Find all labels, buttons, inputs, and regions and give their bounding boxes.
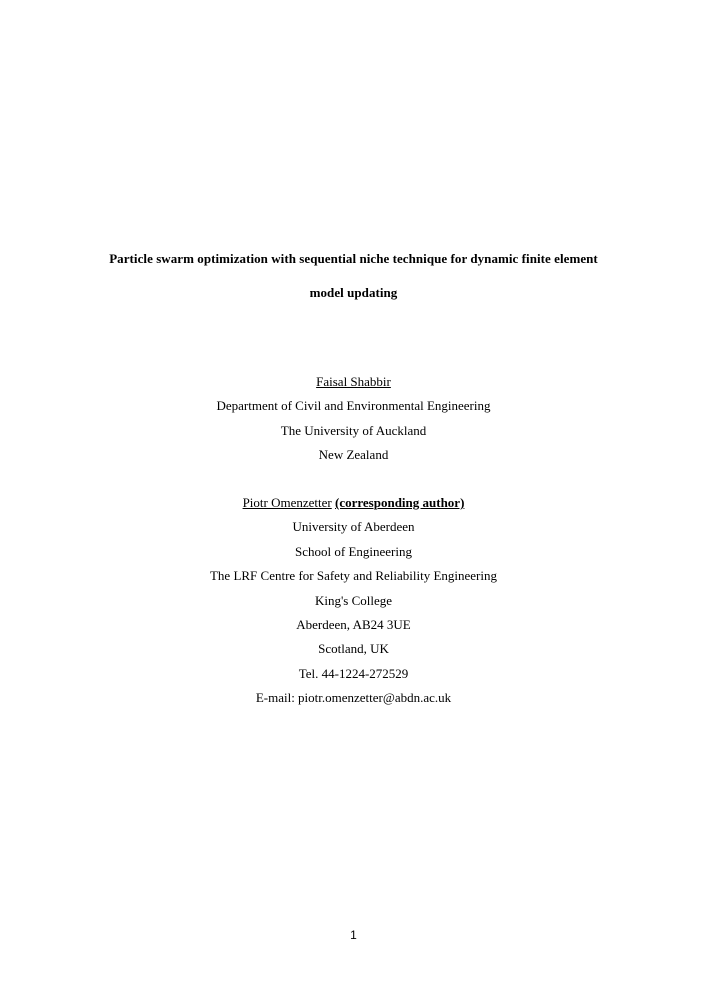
author-1-university: The University of Auckland (280, 422, 427, 438)
author-1-block (0, 370, 707, 468)
author-2-name: Piotr Omenzetter (242, 495, 332, 510)
author-1-country: New Zealand (318, 447, 389, 463)
author-2-email: E-mail: piotr.omenzetter@abdn.ac.uk (255, 690, 452, 706)
author-1-department: Department of Civil and Environmental Engineering (216, 398, 491, 414)
author-1-name: Faisal Shabbir (316, 374, 391, 389)
title-line-2: model updating (309, 285, 398, 300)
corresponding-author-note: (corresponding author) (335, 495, 465, 510)
author-2-school: School of Engineering (295, 543, 412, 559)
author-2-country: Scotland, UK (318, 641, 389, 657)
author-2-university: University of Aberdeen (292, 519, 415, 535)
title-line-1: Particle swarm optimization with sequential niche technique for dynamic finite element (109, 251, 598, 266)
author-1-name-line (0, 370, 707, 394)
author-2-centre: The LRF Centre for Safety and Reliability Engineering (209, 568, 497, 584)
author-2-college: King's College (314, 592, 393, 608)
author-2-telephone: Tel. 44-1224-272529 (298, 665, 409, 681)
author-2-city-postcode: Aberdeen, AB24 3UE (296, 616, 411, 632)
page-number: 1 (350, 928, 357, 942)
author-2-name-line (0, 491, 707, 515)
author-2-block (0, 491, 707, 711)
